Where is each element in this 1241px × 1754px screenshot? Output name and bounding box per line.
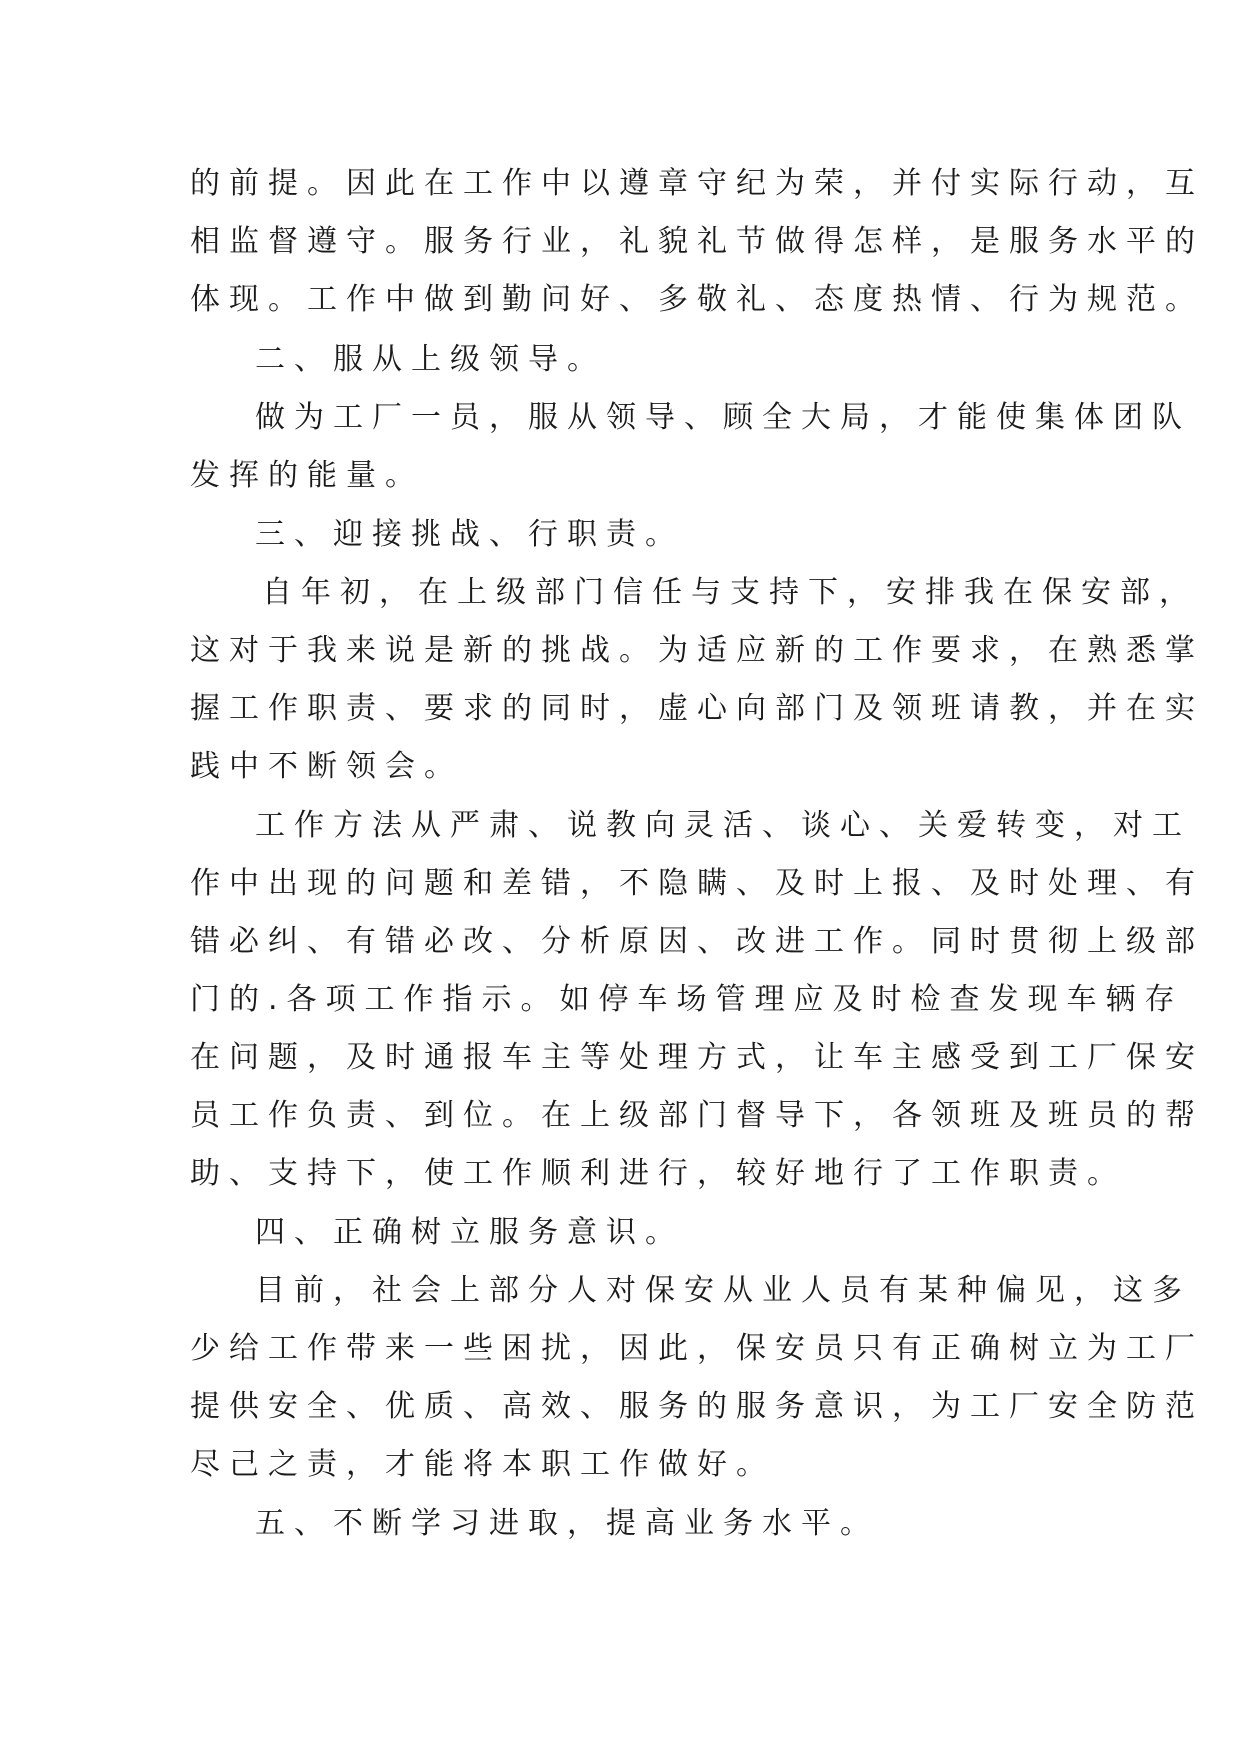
section-heading: 二、服从上级领导。	[255, 342, 606, 377]
text-line: 助、支持下，使工作顺利进行，较好地行了工作职责。	[190, 1156, 1126, 1191]
section-heading: 五、不断学习进取，提高业务水平。	[255, 1506, 879, 1541]
text-line: 发挥的能量。	[190, 458, 424, 493]
text-line: 作中出现的问题和差错，不隐瞒、及时上报、及时处理、有	[190, 866, 1204, 901]
text-line: 工作方法从严肃、说教向灵活、谈心、关爱转变，对工	[255, 808, 1191, 843]
text-line: 相监督遵守。服务行业，礼貌礼节做得怎样，是服务水平的	[190, 224, 1204, 259]
text-line: 这对于我来说是新的挑战。为适应新的工作要求，在熟悉掌	[190, 633, 1204, 668]
text-line: 员工作负责、到位。在上级部门督导下，各领班及班员的帮	[190, 1098, 1204, 1133]
text-line: 的前提。因此在工作中以遵章守纪为荣，并付实际行动，互	[190, 166, 1204, 201]
text-line: 少给工作带来一些困扰，因此，保安员只有正确树立为工厂	[190, 1331, 1204, 1366]
text-line: 在问题，及时通报车主等处理方式，让车主感受到工厂保安	[190, 1040, 1204, 1075]
text-line: 体现。工作中做到勤问好、多敬礼、态度热情、行为规范。	[190, 282, 1204, 317]
text-line: 提供安全、优质、高效、服务的服务意识，为工厂安全防范	[190, 1389, 1204, 1424]
text-line: 做为工厂一员，服从领导、顾全大局，才能使集体团队	[255, 400, 1191, 435]
text-line: 尽己之责，才能将本职工作做好。	[190, 1447, 775, 1482]
text-line: 错必纠、有错必改、分析原因、改进工作。同时贯彻上级部	[190, 924, 1204, 959]
text-line: 目前，社会上部分人对保安从业人员有某种偏见，这多	[255, 1273, 1191, 1308]
text-line: 握工作职责、要求的同时，虚心向部门及领班请教，并在实	[190, 691, 1204, 726]
text-line: 门的.各项工作指示。如停车场管理应及时检查发现车辆存	[190, 982, 1184, 1017]
section-heading: 三、迎接挑战、行职责。	[255, 517, 684, 552]
text-line: 践中不断领会。	[190, 749, 463, 784]
text-line: 自年初，在上级部门信任与支持下，安排我在保安部，	[262, 575, 1198, 610]
section-heading: 四、正确树立服务意识。	[255, 1215, 684, 1250]
